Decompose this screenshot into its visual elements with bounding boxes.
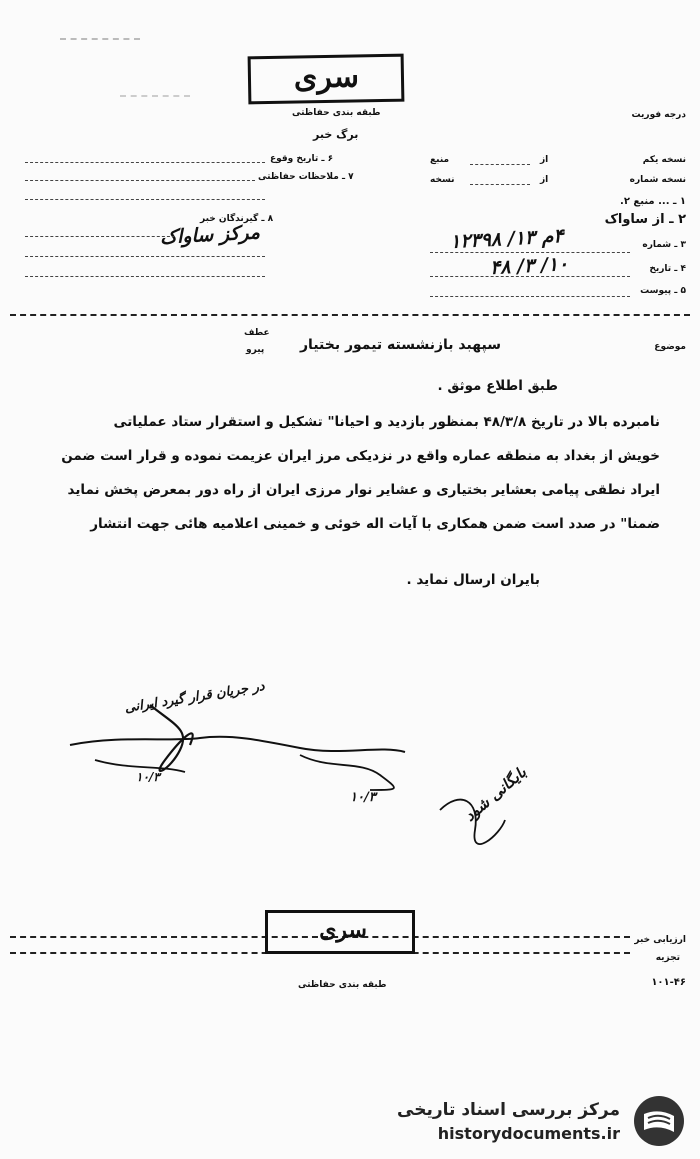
subject-value: سپهبد بازنشسته تیمور بختیار xyxy=(300,337,501,353)
source-label: منبع xyxy=(430,155,450,165)
source-label-2: نسخه xyxy=(430,175,455,185)
annotation-note-1: در جریان قرار گیرد ایرانی xyxy=(123,679,266,716)
body-line-4: ضمنا" در صدد است ضمن همکاری با آیات اله خوئی و خمینی اعلامیه هائی جهت انتشار xyxy=(90,516,660,532)
watermark-logo xyxy=(632,1094,686,1148)
subject-marginal-2: پیرو xyxy=(246,345,265,355)
copy-one-label: نسخه یکم xyxy=(642,155,686,165)
field-1-label: ۱ ـ ... منبع ۲. xyxy=(620,196,686,207)
bottom-classification-stamp xyxy=(265,910,415,954)
field-4-label: ۴ ـ تاریخ xyxy=(649,264,686,274)
field-2-label: ۲ ـ از ساواک xyxy=(604,212,686,227)
field-4-handwritten: ۱۰/ ۳/ ۴۸ xyxy=(489,252,569,280)
field-3-label: ۳ ـ شماره xyxy=(642,240,686,250)
watermark-url: historydocuments.ir xyxy=(437,1124,620,1143)
watermark-org-name: مرکز بررسی اسناد تاریخی xyxy=(397,1100,620,1120)
book-icon xyxy=(632,1094,686,1148)
body-line-5: بایران ارسال نماید . xyxy=(406,572,540,588)
field-3-line xyxy=(430,252,630,253)
analysis-label: تجزیه xyxy=(655,953,680,963)
recipients-handwritten: مرکز ساواک xyxy=(159,221,261,249)
body-intro: طبق اطلاع موثق . xyxy=(437,378,558,394)
event-date-label: ۶ ـ تاریخ وقوع xyxy=(270,154,334,164)
body-line-3: ایراد نطقی پیامی بعشایر بختیاری و عشایر نوار مرزی ایران از راه دور بمعرض پخش نماید xyxy=(67,482,660,498)
field-3-handwritten: ۴م ۱۳/ ۱۲۳۹۸ xyxy=(449,225,565,253)
footer-classification-caption: طبقه بندی حفاظتی xyxy=(298,980,387,990)
field-5-label: ۵ ـ پیوست xyxy=(640,286,686,296)
remarks-line-2 xyxy=(25,199,265,200)
form-code: ۱۰۱-۴۶ xyxy=(651,977,686,988)
form-title: برگ خبر xyxy=(313,128,359,141)
top-faint-mark xyxy=(60,38,140,40)
recipients-line-3 xyxy=(25,276,265,277)
annotation-note-2: ۱۰/۳ xyxy=(136,770,160,784)
to-label: از xyxy=(540,175,549,185)
from-label: از xyxy=(540,155,549,165)
remarks-label: ۷ ـ ملاحظات حفاظتی xyxy=(258,172,354,182)
body-line-2: خویش از بغداد به منطقه عماره واقع در نزدیکی مرز ایران عزیمت نموده و قرار است ضمن xyxy=(61,448,660,464)
recipients-line-2 xyxy=(25,256,265,257)
top-faint-mark-2 xyxy=(120,95,190,97)
bottom-classification-text: سری xyxy=(319,917,367,943)
copy-one-line xyxy=(470,164,530,165)
copy-number-label: نسخه شماره xyxy=(629,175,686,185)
subject-marginal-1: عطف xyxy=(244,328,270,338)
annotation-note-3: ۱۰/۳ xyxy=(350,790,376,805)
urgency-label: درجه فوریت xyxy=(631,110,686,120)
copy-number-line xyxy=(470,184,530,185)
recipients-label: ۸ ـ گیرندگان خبر xyxy=(200,214,274,224)
header-separator xyxy=(10,314,690,316)
field-4-line xyxy=(430,276,630,277)
annotation-note-4: بایگانی شود xyxy=(460,763,530,825)
classification-caption: طبقه بندی حفاظتی xyxy=(292,108,381,118)
top-classification-stamp xyxy=(248,54,405,105)
remarks-line xyxy=(25,180,255,181)
recipients-line xyxy=(25,236,175,237)
body-line-1: نامبرده بالا در تاریخ ۴۸/۳/۸ بمنظور بازدید و احیانا" تشکیل و استقرار ستاد عملیاتی xyxy=(113,414,660,430)
top-classification-text: سری xyxy=(293,59,360,96)
subject-label: موضوع xyxy=(654,342,686,352)
evaluation-label: ارزیابی خبر xyxy=(634,935,686,945)
field-5-line xyxy=(430,296,630,297)
event-date-line xyxy=(25,162,265,163)
